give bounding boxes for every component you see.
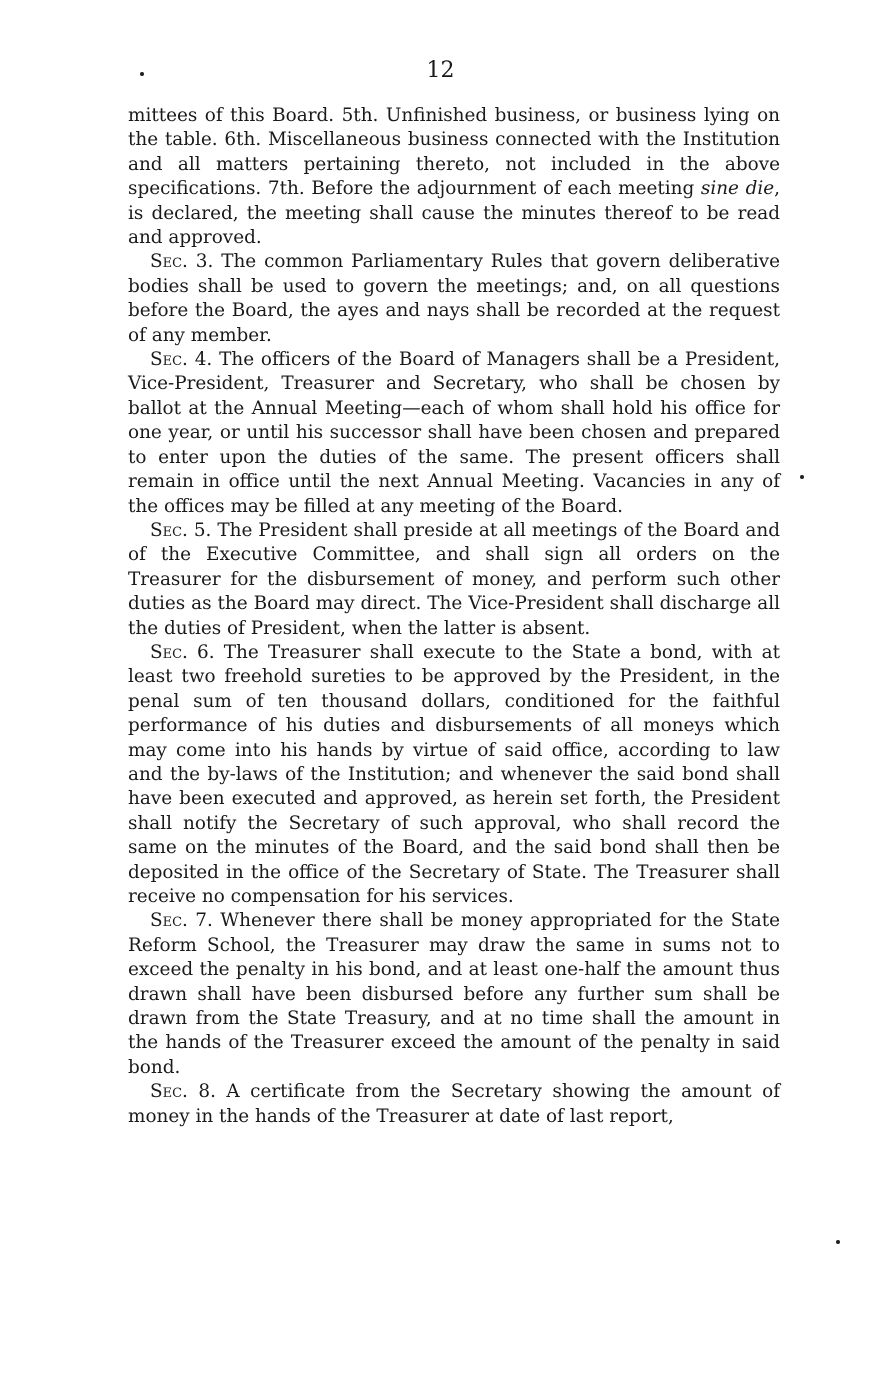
- paragraph-text: The Treasurer shall execute to the State a bond, with at least two freehold sureties to be approved by the President, in the penal sum of ten thousand dollars, conditioned for the faithful performance of his duties and disbursements of all moneys which may come into his hands by virtue of said office, according to law and the by-laws of the Institution; and whenever the said bond shall have been executed and approved, as herein set forth, the President shall notify the Secretary of such approval, who shall record the same on the minutes of the Board, and the said bond shall then be deposited in the office of the Secretary of State. The Treasurer shall receive no compensation for his services.: [128, 641, 781, 907]
- section-label: Sec. 8.: [150, 1081, 216, 1103]
- paragraph-sec-8: [128, 1080, 780, 1129]
- paragraph-sec-7: [128, 909, 780, 1080]
- paragraph-text: , is declared, the meeting shall cause the minutes thereof to be read and approved.: [128, 178, 780, 249]
- paragraph-text: The common Parliamentary Rules that govern deliberative bodies shall be used to govern the meetings; and, on all questions before the Board, the ayes and nays shall be recorded at the request of any member.: [128, 251, 780, 346]
- section-label: Sec. 7.: [150, 910, 213, 932]
- print-speck: [140, 72, 144, 76]
- paragraph-continuation: [128, 104, 780, 250]
- paragraph-text: A certificate from the Secretary showing the amount of money in the hands of the Treasurer at date of last report,: [128, 1081, 780, 1127]
- paragraph-text: The officers of the Board of Managers shall be a President, Vice-President, Treasurer and Secretary, who shall be chosen by ballot at the Annual Meeting—each of whom shall hold his office for one year, or until his successor shall have been chosen and prepared to enter upon the duties of the same. The present officers shall remain in office until the next Annual Meeting. Vacancies in any of the offices may be filled at any meeting of the Board.: [128, 349, 780, 517]
- paragraph-sec-4: [128, 348, 780, 519]
- print-speck: [836, 1240, 840, 1244]
- body-text: [128, 104, 780, 1129]
- section-label: Sec. 4.: [150, 349, 213, 371]
- section-label: Sec. 6.: [150, 641, 215, 663]
- paragraph-sec-6: [128, 641, 780, 909]
- section-label: Sec. 3.: [150, 251, 214, 273]
- paragraph-text: The President shall preside at all meetings of the Board and of the Executive Committee, and shall sign all orders on the Treasurer for the disbursement of money, and perform such other duties as the Board may direct. The Vice-President shall discharge all the duties of President, when the latter is absent.: [128, 519, 780, 639]
- page-number: 12: [426, 58, 455, 83]
- paragraph-sec-5: [128, 519, 780, 641]
- section-label: Sec. 5.: [150, 519, 212, 541]
- paragraph-sec-3: [128, 250, 780, 348]
- paragraph-text: Whenever there shall be money appropriated for the State Reform School, the Treasurer may draw the same in sums not to exceed the penalty in his bond, and at least one-half the amount thus drawn shall have been disbursed before any further sum shall be drawn from the State Treasury, and at no time shall the amount in the hands of the Treasurer exceed the amount of the penalty in said bond.: [128, 910, 781, 1078]
- paragraph-text: mittees of this Board. 5th. Unfinished business, or business lying on the table. 6th. Miscellaneous business connected with the Institution and all matters pertaining thereto, not included in the above specifications. 7th. Before the adjournment of each meeting: [128, 105, 780, 200]
- italic-phrase: sine die: [700, 178, 775, 200]
- print-speck: [800, 475, 804, 479]
